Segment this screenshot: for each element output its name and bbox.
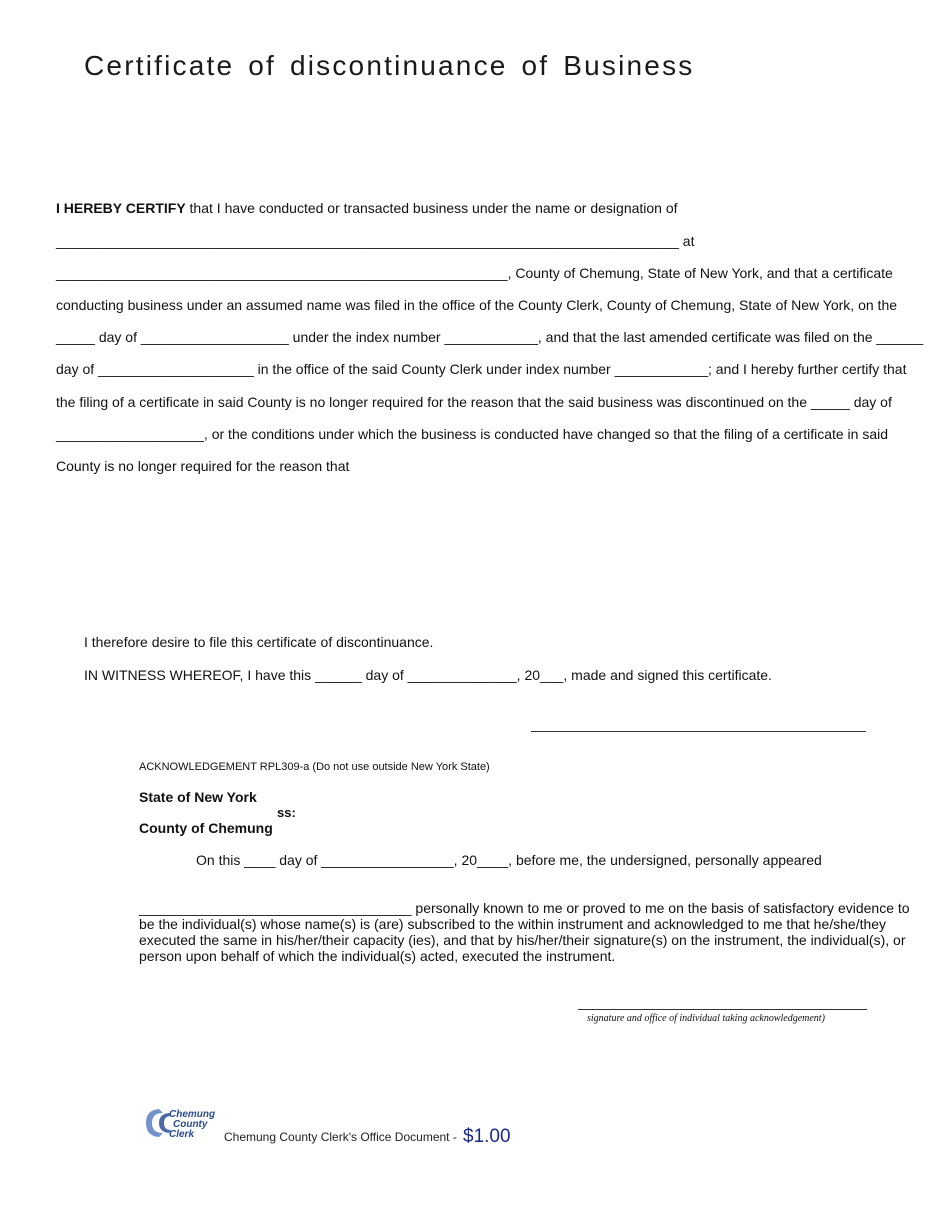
signature-caption: signature and office of individual taking acknowledgement) [587, 1013, 825, 1024]
business-name-line: ________________________________________________________________________________ at [56, 233, 695, 249]
state-label: State of New York [139, 789, 257, 805]
logo-text-chemung: Chemung [169, 1109, 216, 1120]
county-label: County of Chemung [139, 820, 273, 836]
witness-statement: IN WITNESS WHEREOF, I have this ______ day of ______________, 20___, made and signed this certificate. [84, 667, 772, 683]
certify-text: that I have conducted or transacted business under the name or designation of [185, 200, 678, 216]
acknowledgement-heading: ACKNOWLEDGEMENT RPL309-a (Do not use outside New York State) [139, 761, 490, 773]
body-line-6: day of ____________________ in the office of the said County Clerk under index number ____________; and I hereby further certify that [56, 361, 907, 377]
ss-label: ss: [277, 805, 296, 820]
document-title: Certificate of discontinuance of Business [84, 50, 695, 81]
body-line-4: conducting business under an assumed name was filed in the office of the County Clerk, County of Chemung, State of New York, on the [56, 297, 898, 313]
notary-signature-line [578, 1009, 867, 1010]
body-line-5: _____ day of ___________________ under the index number ____________, and that the last amended certificate was filed on the ______ [56, 329, 924, 345]
address-line: __________________________________________________________, County of Chemung, State of New York, and that a certificate [56, 265, 893, 281]
footer-text: Chemung County Clerk's Office Document - [224, 1130, 457, 1144]
body-line-9: County is no longer required for the reason that [56, 458, 350, 474]
document-price: $1.00 [463, 1126, 511, 1147]
certify-heading: I HEREBY CERTIFY [56, 200, 186, 216]
body-line-7: the filing of a certificate in said County is no longer required for the reason that the said business was discontinued on the _____ day of [56, 394, 892, 410]
chemung-county-clerk-logo [143, 1105, 221, 1141]
acknowledgement-paragraph: ___________________________________ personally known to me or proved to me on the basis of satisfactory evidence to be the individual(s) whose name(s) is (are) subscribed to the within instrument and acknowledged to me that he/she/they executed the same in his/her/their capacity (ies), and that by his/her/their signature(s) on the instrument, the individual(s), or person upon behalf of which the individual(s) acted, executed the instrument. [139, 900, 910, 964]
acknowledgement-date-line: On this ____ day of _________________, 20____, before me, the undersigned, personally appeared [196, 852, 822, 868]
desire-statement: I therefore desire to file this certificate of discontinuance. [84, 634, 434, 650]
certify-line [56, 200, 678, 216]
owner-signature-line [531, 731, 866, 732]
logo-text-county: County [173, 1119, 208, 1130]
logo-text-clerk: Clerk [169, 1129, 195, 1140]
body-line-8: ___________________, or the conditions under which the business is conducted have changed so that the filing of a certificate in said [56, 426, 889, 442]
